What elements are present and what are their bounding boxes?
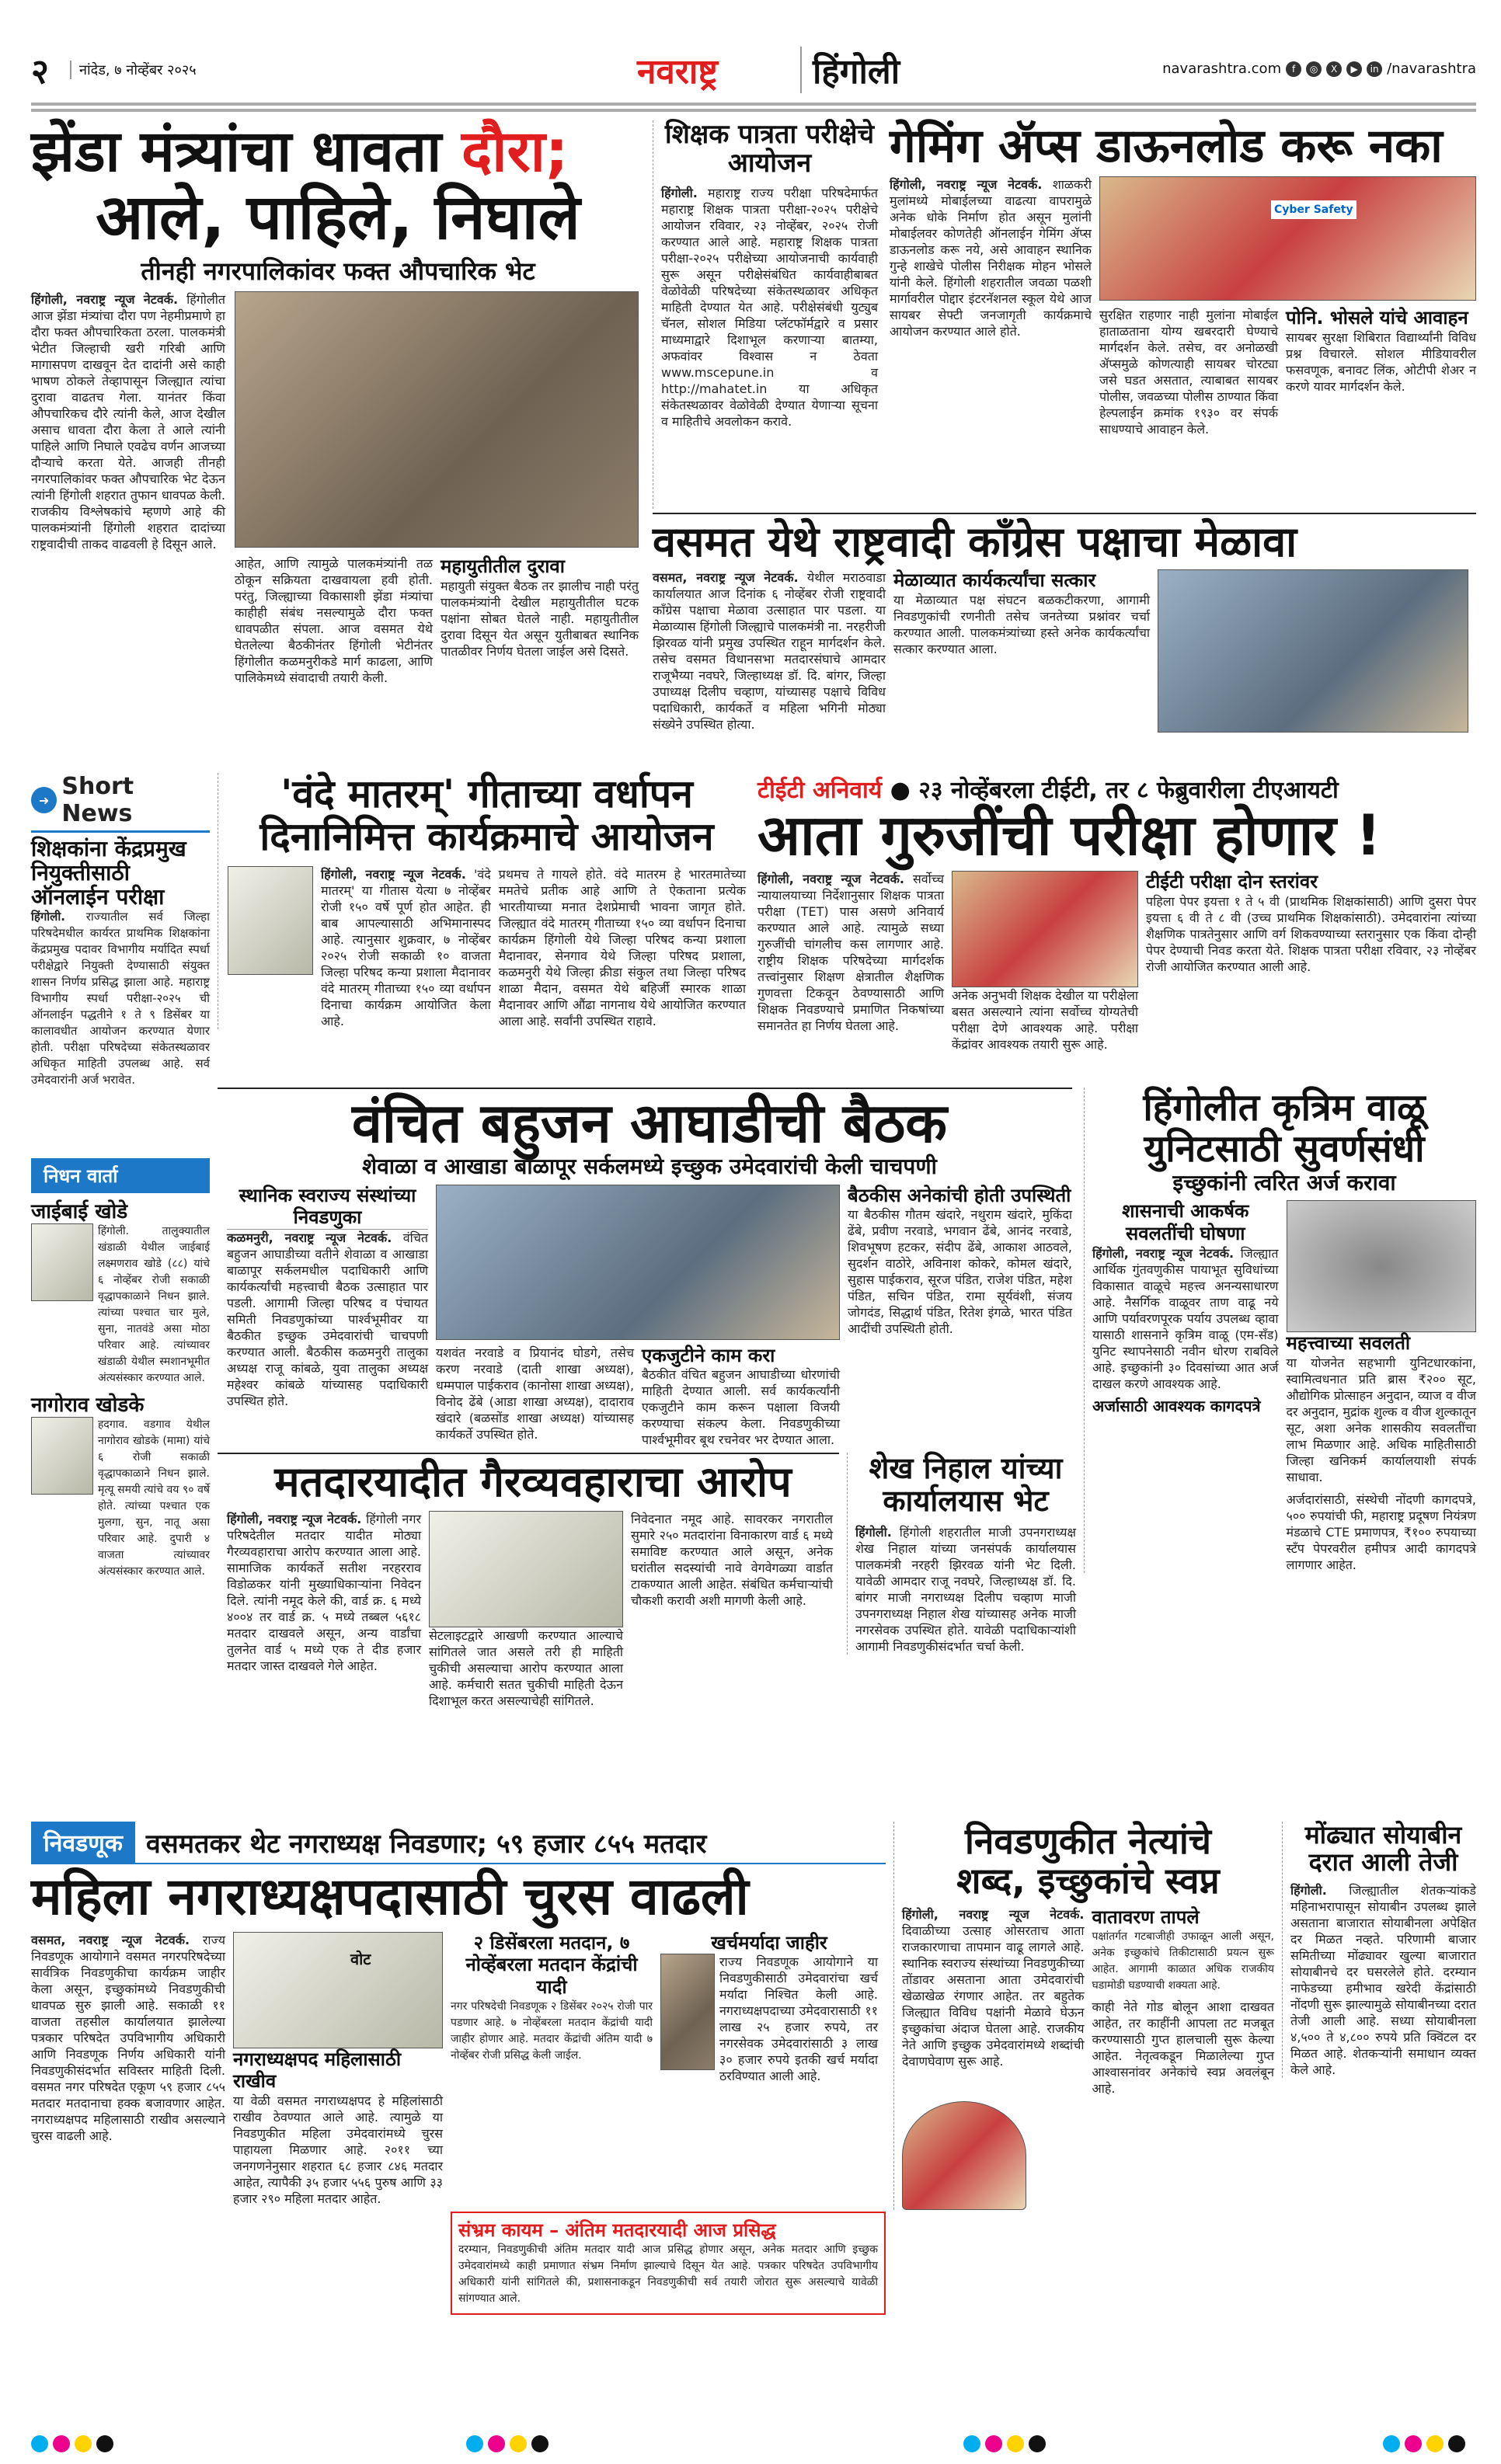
body-text-col2: आहेत, आणि त्यामुळे पालकमंत्र्यांनी तळ ठोकून सक्रियता दाखवायला हवी होती. परंतु, जिल्ह्याच्या विकासाशी झेंडा मंत्र्यांचा काहीही संबंध नसल्यामुळे दौरा फक्त धावपळीत संपला. आज वसमत येथे घेतलेल्या बैठकीनंतर हिंगोली भेटीनंतर हिंगोलीत कळमनुरीकडे मार्ग काढला, आणि पालिकेमध्ये संवादाची तयारी केली. [235,555,433,685]
body-text-col2: यशवंत नरवाडे व प्रियानंद घोडगे, तसेच करण नरवाडे (दाती शाखा अध्यक्ष), धम्मपाल पाईकराव (कानोसा शाखा अध्यक्ष), विनोद ढेंबे (आडा शाखा अध्यक्ष), दादाराव खंदारे (बळसोंड शाखा अध्यक्ष) यांच्यासह कार्यकर्ते उपस्थित होते. [436,1345,635,1442]
article-body [31,1932,225,2208]
headline: शेख निहाल यांच्या कार्यालयास भेट [869,1451,1063,1518]
banner-headline: वसमतकर थेट नगराध्यक्ष निवडणार; ५९ हजार ८५५ मतदार [145,1828,707,1860]
yellow-dot [510,2435,527,2452]
article-tet-mandatory [757,773,1476,1053]
short-news-label: Short News [61,773,134,827]
byline: हिंगोली, नवराष्ट्र न्यूज नेटवर्क. [902,1907,1085,1923]
edition-name: हिंगोली [800,47,900,93]
body-text-col4: राज्य निवडणूक आयोगाने या निवडणुकीसाठी उमेदवारांचा खर्च मर्यादा निश्चित केली आहे. नगराध्यक्षपदाच्या उमेदवारासाठी ११ लाख २५ हजार रुपये, तर नगरसेवक उमेदवारांसाठी ३ लाख ३० हजार रुपये इतकी खर्च मर्यादा ठरविण्यात आली आहे. [719,1954,878,2084]
body-text-col3: पहिला पेपर इयत्ता १ ते ५ वी (प्राथमिक शिक्षकांसाठी) आणि दुसरा पेपर इयत्ता ६ वी ते ८ वी (उच्च प्राथमिक शिक्षकांसाठी). उमेदवारांना त्यांच्या शैक्षणिक पात्रतेनुसार आणि वर्ग शिकवण्याच्या स्तरानुसार एक किंवा दोन्ही पेपर देण्याची निवड करता येते. शिक्षक पात्रता परीक्षा रविवार, २३ नोव्हेंबर रोजी आयोजित करण्यात आली आहे. [1146,893,1476,974]
subheading: मेळाव्यात कार्यकर्त्यांचा सत्कार [893,569,1096,592]
header-rule [31,103,1476,112]
body-text-col3: अर्जदारांसाठी, संस्थेची नोंदणी कागदपत्रे, ५०० रुपयांची फी, महाराष्ट्र प्रदूषण नियंत्रण मंडळाचे CTE प्रमाणपत्र, ₹१०० रुपयाच्या स्टँप पेपरवरील हमीपत्र आदी कागदपत्रे लागणार आहेत. [1286,1491,1476,1572]
cyber-safety-photo [1099,176,1476,301]
body-text: 'वंदे मातरम्' या गीतास येत्या ७ नोव्हेंबर रोजी १५० वर्षे पूर्ण होत आहेत. ही बाब आपल्यासाठी अभिमानास्पद आहे. त्यानुसार शुक्रवार, ७ नोव्हेंबर २०२५ रोजी सकाळी १० वाजता जिल्हा परिषद कन्या प्रशाला मैदानावर वंदे मातरम् गीताच्या १५० व्या वर्धापन दिनाचा कार्यक्रम आयोजित केला आहे. [321,867,491,1028]
headline: मोंढ्यात सोयाबीन दरात आली तेजी [1304,1820,1462,1878]
headline-line2: दिनानिमित्त कार्यक्रमाचे आयोजन [259,814,714,859]
article-artificial-sand [1084,1088,1476,1573]
article-ncp-rally [653,513,1476,733]
article-mayor-election [31,1822,886,2315]
headline-line2: शब्द, इच्छुकांचे स्वप्न [956,1859,1220,1902]
subheading: २ डिसेंबरला मतदान, ७ नोव्हेंबरला मतदान केंद्रांची यादी [465,1931,638,1999]
byline: वसमत, नवराष्ट्र न्यूज नेटवर्क. [653,570,799,586]
obituary-name-1: जाईबाई खोडे [31,1200,128,1224]
black-dot [1029,2435,1046,2452]
article-vanchit-meeting [218,1088,1072,1448]
body-text: हिंगोली नगर परिषदेतील मतदार यादीत मोठ्या गैरव्यवहाराचा आरोप करण्यात आला आहे. सामाजिक कार्यकर्ते सतीश नरहरराव विडोळकर यांनी मुख्याधिकाऱ्यांना निवेदन दिले. त्यांनी नमूद केले की, वार्ड क्र. ६ मध्ये ४००४ तर वार्ड क्र. ५ मध्ये तब्बल ५६१८ मतदार दाखवले असून, अन्य वार्डांचा तुलनेत वार्ड ५ मध्ये एक ते दीड हजार मतदार जास्त दाखवले गेले आहेत. [227,1512,421,1674]
headline: हिंगोलीत कृत्रिम वाळू [1143,1086,1426,1129]
arrow-icon: ➜ [31,787,57,813]
brand-logo: नवराष्ट्र [637,52,718,92]
article-vande-mataram [218,773,746,1029]
body-text: शाळकरी मुलांमध्ये मोबाईलच्या वाढत्या वापरामुळे अनेक धोके निर्माण होत असून मुलांनी मोबाईलवर कोणतेही ऑनलाईन गेमिंग ॲप्स डाऊनलोड करू नये, असे आवाहन स्थानिक गुन्हे शाखेचे पोलीस निरीक्षक मोहन भोसले यांनी केले. हिंगोली शहरातील जवळा पळशी मार्गावरील पोद्दार इंटरनॅशनल स्कूल येथे आज सायबर सेफ्टी जनजागृती कार्यक्रमाचे आयोजन करण्यात आले होते. [890,177,1092,339]
color-registration-marks [1383,2435,1465,2452]
subheading: शासनाची आकर्षक सवलतींची घोषणा [1122,1200,1249,1244]
headline [31,120,645,183]
headline: मतदारयादीत गैरव्यवहाराचा आरोप [274,1457,792,1506]
election-cartoon [233,1932,443,2048]
byline: कळमनुरी, नवराष्ट्र न्यूज नेटवर्क. [227,1230,392,1246]
black-dot [96,2435,113,2452]
article-body [902,1906,1085,2097]
article-body [757,871,944,1053]
color-registration-marks [963,2435,1046,2452]
black-dot [531,2435,549,2452]
body-text-col2: या योजनेत सहभागी युनिटधारकांना, स्वामित्वधनात प्रति ब्रास ₹२०० सूट, औद्योगिक प्रोत्साहन अनुदान, व्याज व वीज दर अनुदान, मुद्रांक शुल्क व वीज शुल्कातून सूट, अशा अनेक शासकीय सवलतींचा लाभ मिळणार आहे. अधिक माहितीसाठी जिल्हा खनिकर्म कार्यालयाशी संपर्क साधावा. [1286,1355,1476,1484]
portrait-photo [31,1223,93,1301]
body-text-col3: निवेदनात नमूद आहे. सावरकर नगरातील सुमारे २५० मतदारांना विनाकारण वार्ड ६ मध्ये समाविष्ट करण्यात आले असून, अनेक घरांतील सदस्यांची नावे वेगवेगळ्या वार्डात टाकण्यात आली आहेत. संबंधित कर्मचाऱ्यांची चौकशी करावी अशी मागणी केली आहे. [631,1512,833,1609]
article-body [227,1511,421,1709]
byline: हिंगोली, नवराष्ट्र न्यूज नेटवर्क. [321,867,466,882]
deck: शेवाळा व आखाडा बाळापूर सर्कलमध्ये इच्छुक उमेदवारांची केली चाचपणी [362,1154,937,1179]
headline: 'वंदे मातरम्' गीताच्या वर्धापन [280,771,693,816]
subheading: महत्त्वाच्या सवलती [1286,1332,1411,1355]
rally-photo [1158,569,1468,733]
yellow-dot [1007,2435,1024,2452]
body-text-col2: या वेळी वसमत नगराध्यक्षपद हे महिलांसाठी राखीव ठेवण्यात आले आहे. त्यामुळे या निवडणुकीत महिला उमेदवारांमध्ये चुरस पाहायला मिळणार आहे. २०११ च्या जनगणनेनुसार शहरात ६८ हजार ८४६ मतदार आहेत, त्यापैकी ३५ हजार ५५६ पुरुष आणि ३३ हजार २९० महिला मतदार आहेत. [233,2093,443,2207]
article-office-visit [847,1453,1076,1655]
subheading: महायुतीतील दुरावा [441,555,565,577]
headline: आता गुरुजींची परीक्षा होणार ! [757,802,1381,868]
body-text-col2: सुरक्षित राहणार नाही मुलांना मोबाईल हाताळताना योग्य खबरदारी घेण्याचे मार्गदर्शन केले. तसेच, वर अनोळखी ॲप्समुळे कोणत्याही सायबर चोरट्या जसे घडत असतात, त्याबाबत सायबर पोलीस, जवळच्या पोलीस ठाण्यात किंवा हेल्पलाईन क्रमांक १९३० वर संपर्क साधण्याचे आवाहन केले. [1099,308,1278,437]
cyan-dot [466,2435,483,2452]
yellow-dot [75,2435,92,2452]
body-text: राज्यातील सर्व जिल्हा परिषदेमधील कार्यरत प्राथमिक शिक्षकांना केंद्रप्रमुख पदावर विभागीय मर्यादित स्पर्धा परीक्षेद्वारे नियुक्ती देण्यासाठी संयुक्त शासन निर्णय प्रसिद्ध झाला आहे. महाराष्ट्र विभागीय स्पर्धा परीक्षा-२०२५ ची ऑनलाईन पद्धतीने १ ते ९ डिसेंबर या कालावधीत आयोजन करण्यात येणार होती. परीक्षा परिषदेच्या संकेतस्थळावर अधिकृत माहिती उपलब्ध आहे. सर्व उमेदवारांनी अर्ज भरावेत. [31,910,210,1088]
headline-part: झेंडा मंत्र्यांचा धावता [31,118,461,185]
body-text: हिंगोलीत आज झेंडा मंत्र्यांचा दौरा पण नेहमीप्रमाणे हा दौरा फक्त औपचारिकता ठरला. पालकमंत्री भेटीत जिल्हाची खरी गरिबी आणि मागासपण दाखवून देत दादांनी असे काही भाषण ठोकले तेव्हापासून जिल्ह्यात त्यांचा दुरावा वाढतच गेला. यानंतर किंवा औपचारिकच दौरे त्यांनी केले, आज देखील असाच धावता दौरा केला ते आले त्यांनी पाहिले आणि निघाले एवढेच वर्णन आजच्या दौऱ्याचे करता येते. आजही तीनही नगरपालिकांवर फक्त औपचारिक भेट देऊन त्यांनी हिंगोली शहरात तुफान धावपळ केली. राजकीय विश्लेषकांचे म्हणणे आहे की पालकमंत्र्यांनी हिंगोली शहरात दादांच्या राष्ट्रवादीची ताकद वाढवली हे दिसून आले. [31,291,225,552]
obituary-name-2: नागोराव खोडके [31,1393,145,1417]
body-text-col2: अनेक अनुभवी शिक्षक देखील या परीक्षेला बसत असल्याने त्यांना सर्वोच्च योग्यतेची परीक्षा देणे आवश्यक आहे. परीक्षा केंद्रांवर आवश्यक तयारी सुरू आहे. [952,988,1138,1053]
article-tet-exam [653,120,878,509]
magenta-dot [488,2435,505,2452]
byline: हिंगोली. [661,185,698,200]
portrait-photo [31,1417,93,1495]
obituary-banner: निधन वार्ता [31,1158,210,1193]
info-box-title: संभ्रम कायम – अंतिम मतदारयादी आज प्रसिद्ध [458,2219,776,2242]
body-text: जिल्ह्यात आर्थिक गुंतवणुकीस पायाभूत सुविधांच्या विकासात वाळूचे महत्त्व अनन्यसाधारण आहे. नैसर्गिक वाळूवर ताण वाढू नये आणि पर्यावरणपूरक पर्याय उपलब्ध व्हावा यासाठी शासनाने कृत्रिम वाळू (एम-सँड) युनिट स्थापनेसाठी नवीन धोरण राबविले आहे. इच्छुकांनी ३० दिवसांच्या आत अर्ज दाखल करणे आवश्यक आहे. [1092,1245,1279,1391]
body-text-col4: या बैठकीस गौतम खंदारे, नथुराम खंदारे, मुकिंदा ढेंबे, प्रवीण नरवाडे, भगवान ढेंबे, आनंद नरवाडे, शिवभूषण हटकर, संदीप ढेंबे, आकाश आठवले, सुदर्शन वाठोरे, अविनाश कोकरे, कोमल खंदारे, सुहास पाईकराव, सूरज पंडित, राजेश पंडित, महेश पंडित, सचिन पंडित, रामा सूर्यवंशी, संजय जोगदंड, सिद्धार्थ पंडित, रितेश इंगळे, भारत पंडित आदींची उपस्थिती होती. [848,1207,1072,1337]
headline: निवडणुकीत नेत्यांचे [964,1820,1212,1862]
obituary-body-1: हिंगोली. तालुक्यातील खंडाळी येथील जाईबाई लक्ष्मणराव खोडे (८८) यांचे ६ नोव्हेंबर रोजी सकाळी वृद्धापकाळाने निधन झाले. त्यांच्या पश्चात चार मुले, सुना, नातवंडे असा मोठा परिवार आहे. त्यांच्यावर खंडाळी येथील स्मशानभूमीत अंत्यसंस्कार करण्यात आले. [98,1224,210,1384]
facebook-icon[interactable]: f [1286,61,1301,77]
byline: हिंगोली. [31,910,65,924]
info-box [451,2212,886,2315]
meeting-photo [436,1185,840,1340]
leader-cartoon [902,2101,1026,2210]
headline-line2: आले, पाहिले, निघाले [96,181,580,254]
article-voter-list [218,1453,839,1709]
headline: गेमिंग ॲप्स डाऊनलोड करू नका [890,119,1443,173]
site-info [1162,61,1476,77]
page-number: २ [31,52,49,92]
byline: हिंगोली. [855,1524,892,1540]
magenta-dot [985,2435,1002,2452]
byline: हिंगोली, नवराष्ट्र न्यूज नेटवर्क. [757,872,904,887]
article-body [227,1230,428,1409]
x-icon[interactable]: X [1326,61,1342,77]
body-text: वंचित बहुजन आघाडीच्या वतीने शेवाळा व आखाडा बाळापूर सर्कलमधील पदाधिकारी आणि कार्यकर्त्यांची महत्त्वाची बैठक उत्साहात पार पडली. आगामी जिल्हा परिषद व पंचायत समिती निवडणुकांच्या पार्श्वभूमीवर या बैठकीत इच्छुक उमेदवारांची चाचपणी करण्यात आली. बैठकीस कळमनुरी तालुका अध्यक्ष राजू कांबळे, युवा तालुका अध्यक्ष महेश्वर कांबळे यांच्यासह पदाधिकारी उपस्थित होते. [227,1230,429,1409]
kicker-red: टीईटी अनिवार्य [757,777,883,804]
short-news-body [31,909,210,1088]
deck: इच्छुकांनी त्वरित अर्ज करावा [1172,1169,1396,1195]
kicker: ● २३ नोव्हेंबरला टीईटी, तर ८ फेब्रुवारीला टीएआयटी [890,777,1339,804]
subheading: खर्चमर्यादा जाहीर [711,1931,827,1954]
byline: वसमत, नवराष्ट्र न्यूज नेटवर्क. [31,1932,190,1947]
obituary-body-2: हदगाव. वडगाव येथील नागोराव खोडके (मामा) यांचे ६ रोजी सकाळी वृद्धापकाळाने निधन झाले. मृत्यू समयी त्यांचे वय ९० वर्षे होते. त्यांच्या पश्चात एक मुलगा, सुन, नातू असा परिवार आहे. दुपारी ४ वाजता त्यांच्यावर अंत्यसंस्कार करण्यात आले. [98,1418,210,1578]
body-text-col3: काही नेते गोड बोलून आशा दाखवत आहेत, तर काहींनी आपला तट मजबूत करण्यासाठी गुप्त हालचाली सुरू केल्या आहेत. नेतृत्वकडून मिळालेल्या गुप्त आश्वासनांवर अनेकांचे स्वप्न अवलंबून आहे. [1092,1999,1274,2096]
minister-meeting-photo [235,291,639,548]
masthead [31,47,1476,101]
article-body [31,291,225,686]
headline-line2: युनिटसाठी सुवर्णसंधी [1144,1126,1425,1171]
article-body [661,185,878,430]
article-soybean-price [1282,1822,1476,2078]
body-text-col3: महायुती संयुक्त बैठक तर झालीच नाही परंतु पालकमंत्र्यांनी देखील महायुतीतील घटक पक्षांना सोबत घेतले नाही. महायुतीतील दुरावा दिसून येत असून युतीबाबत स्थानिक पातळीवर निर्णय घेतला जाईल असे दिसते. [441,578,639,659]
color-registration-marks [466,2435,549,2452]
article-body [653,569,886,733]
headline-highlight: दौरा; [461,118,569,185]
yellow-dot [1426,2435,1444,2452]
body-text: दिवाळीच्या उत्साह ओसरताच आता राजकारणाचा तापमान वाढू लागले आहे. स्थानिक स्वराज्य संस्थांच्या निवडणुकीच्या तोंडावर असताना आता उमेदवारांची खेळाखेळ रंगणार आहेत. तर बहुतेक जिल्ह्यात विविध पक्षांनी मेळावे घेऊन इच्छुकांचा अंदाज घेतला आहे. राजकीय नेते आणि इच्छुक उमेदवारांमध्ये शब्दांची देवाणघेवाण सुरू आहे. [902,1923,1085,2069]
article-flag-minister [31,120,645,686]
article-gaming-apps [890,120,1476,437]
black-dot [1448,2435,1465,2452]
article-body [1092,1245,1279,1392]
magenta-dot [1405,2435,1422,2452]
social-handle[interactable]: /navarashtra [1387,61,1476,77]
body-text-col2: सेटलाइटद्वारे आखणी करण्यात आल्याचे सांगितले जात असले तरी ही माहिती चुकीची असल्याचा आरोप करण्यात आला आहे. कर्मचारी सतत चुकीची माहिती देऊन दिशाभूल करत असल्याचेही सांगितले. [429,1628,623,1709]
youtube-icon[interactable]: ▶ [1346,61,1362,77]
headline: महिला नगराध्यक्षपदासाठी चुरस वाढली [31,1867,749,1926]
body-text: येथील मराठवाडा कार्यालयात आज दिनांक ६ नोव्हेंबर रोजी राष्ट्रवादी काँग्रेस पक्षाचा मेळावा उत्साहात पार पडला. या मेळाव्यास हिंगोली जिल्ह्याचे पालकमंत्री ना. नरहरीजी झिरवळ यांनी प्रमुख उपस्थित राहून मार्गदर्शन केले. तसेच वसमत विधानसभा मतदारसंघाचे आमदार राजूभैय्या नवघरे, जिल्हाध्यक्ष डॉ. दि. बांगर, जिल्हा उपाध्यक्ष दिलीप चव्हाण, यांच्यासह पक्षाचे विविध पदाधिकारी, कार्यकर्ते व महिला भगिनी मोठ्या संख्येने उपस्थित होत्या. [653,570,886,733]
article-body [1290,1882,1476,2078]
magenta-dot [53,2435,70,2452]
body-text-col3: बैठकीत वंचित बहुजन आघाडीच्या धोरणांची माहिती देण्यात आली. सर्व कार्यकर्त्यांनी एकजुटीने काम करून पक्षाला विजयी करण्याचा संकल्प केला. निवडणुकीच्या पार्श्वभूमीवर बूथ रचनेवर भर देण्यात आला. [642,1367,841,1448]
section-banner: निवडणूक [31,1822,135,1863]
headline: शिक्षक पात्रता परीक्षेचे आयोजन [664,119,875,179]
info-box-body: दरम्यान, निवडणुकीची अंतिम मतदार यादी आज प्रसिद्ध होणार असून, अनेक मतदार आणि इच्छुक उमेदवारांमध्ये काही प्रमाणात संभ्रम निर्माण झाल्याचे दिसून येत आहे. पत्रकार परिषदेत उपविभागीय अधिकारी यांनी सांगितले की, प्रशासनाकडून निवडणुकीची सर्व तयारी जोरात सुरू असल्याचे यावेळी सांगण्यात आले. [458,2243,878,2305]
body-text-col3: नगर परिषदेची निवडणूक २ डिसेंबर २०२५ रोजी पार पडणार आहे. ७ नोव्हेंबरला मतदान केंद्रांची यादी जाहीर होणार आहे. मतदार केंद्रांची अंतिम यादी ७ नोव्हेंबर रोजी प्रसिद्ध केली जाईल. [451,1999,653,2062]
portrait-photo [228,866,313,975]
subheading: बैठकीस अनेकांची होती उपस्थिती [848,1184,1071,1206]
body-text: राज्य निवडणूक आयोगाने वसमत नगरपरिषदेच्या सार्वत्रिक निवडणुकीचा कार्यक्रम जाहीर केला असून, इच्छुकांमध्ये निवडणुकीची धावपळ सुरु झाली आहे. सकाळी ११ वाजता तहसील कार्यालयात झालेल्या पत्रकार परिषदेत उपविभागीय अधिकारी आणि निवडणूक निर्णय अधिकारी यांनी निवडणुकीसंदर्भात सविस्तर माहिती दिली. वसमत नगर परिषदेत एकूण ५९ हजार ८५५ मतदार मतदानाचा हक्क बजावणार आहेत. नगराध्यक्षपद महिलासाठी राखीव असल्याने चुरस वाढली आहे. [31,1932,225,2143]
issue-date: नांदेड, ७ नोव्हेंबर २०२५ [70,61,197,79]
sand-photo [1287,1200,1477,1332]
cartoon-text: वोट [350,1949,371,1968]
subheading: पोनि. भोसले यांचे आवाहन [1286,307,1468,329]
website-link[interactable]: navarashtra.com [1162,61,1282,77]
byline: हिंगोली. [1290,1883,1327,1898]
instagram-icon[interactable]: ◎ [1306,61,1322,77]
subheading: अर्जासाठी आवश्यक कागदपत्रे [1092,1396,1261,1415]
ink-finger-photo [660,1954,715,2070]
subheading: एकजुटीने काम करा [642,1344,775,1366]
linkedin-icon[interactable]: in [1367,61,1382,77]
subheading: वातावरण तापले [1092,1906,1200,1929]
subheading: टीईटी परीक्षा दोन स्तरांवर [1146,871,1318,893]
headline: वसमत येथे राष्ट्रवादी काँग्रेस पक्षाचा मेळावा [653,517,1297,566]
teacher-illustration [952,871,1138,987]
body-text-col2: प्रथमच ते गायले होते. वंदे मातरम हे भारतमातेच्या ममतेचे प्रतीक आहे आणि ते ऐकताना प्रत्येक भारतीयाच्या मनात देशप्रेमाची भावना जागृत होते. जिल्ह्यात वंदे मातरम् गीताच्या १५० व्या वर्धापन दिनाचा कार्यक्रम हिंगोली येथे जिल्हा परिषद कन्या प्रशाला मैदानावर, सेनगाव येथे जिल्हा परिषद प्रशाला, कळमनुरी येथे जिल्हा क्रीडा संकुल तथा जिल्हा परिषद शाळा मैदान, वसमत येथे बहिर्जी स्मारक शाळा मैदानावर आणि औंढा नागनाथ येथे आयोजित करण्यात आला आहे. सर्वांनी उपस्थित राहावे. [498,867,746,1028]
deck: तीनही नगरपालिकांवर फक्त औपचारिक भेट [141,256,535,287]
body-text: सर्वोच्च न्यायालयाच्या निर्देशानुसार शिक्षक पात्रता परीक्षा (TET) पास असणे अनिवार्य करण्यात आले आहे. त्यामुळे सध्या गुरुजींची चांगलीच कस लागणार आहे. राष्ट्रीय शिक्षक परिषदेच्या मार्गदर्शक तत्त्वांनुसार शिक्षण क्षेत्रातील शैक्षणिक गुणवत्ता टिकवून ठेवण्यासाठी आणि शिक्षक निवडण्याचे प्रमाणित निकषांच्या समानतेत हा निर्णय घेतला आहे. [757,872,944,1034]
article-body [855,1524,1076,1655]
body-text: हिंगोली शहरातील माजी उपनगराध्यक्ष शेख निहाल यांच्या जनसंपर्क कार्यालयास पालकमंत्री नरहरी झिरवळ यांनी भेट दिली. यावेळी आमदार राजू नवघरे, जिल्हाध्यक्ष डॉ. दि. बांगर माजी नगराध्यक्ष दिलीप चव्हाण माजी उपनगराध्यक्ष निहाल शेख यांच्यासह अनेक माजी नगरसेवक उपस्थित होते. यावेळी पदाधिकाऱ्यांशी आगामी निवडणुकीसंदर्भात चर्चा केली. [855,1524,1076,1654]
byline: हिंगोली, नवराष्ट्र न्यूज नेटवर्क. [1092,1245,1235,1261]
voting-machine-photo [429,1511,623,1627]
body-text-col2: पक्षांतर्गत गटबाजीही उफाळून आली असून, अनेक इच्छुकांचे तिकीटासाठी प्रयत्न सुरू आहेत. आगामी काळात अधिक राजकीय घडामोडी घडण्याची शक्यता आहे. [1092,1930,1274,1992]
cyan-dot [963,2435,980,2452]
cyan-dot [1383,2435,1400,2452]
article-body [321,866,491,1029]
subheading: नगराध्यक्षपद महिलासाठी राखीव [233,2048,402,2093]
body-text-col2: या मेळाव्यात पक्ष संघटन बळकटीकरणा, आगामी निवडणुकांची रणनीती तसेच जनतेच्या प्रश्नांवर चर्चा करण्यात आली. पालकमंत्र्यांच्या हस्ते अनेक कार्यकर्त्यांचा सत्कार करण्यात आला. [893,593,1150,657]
body-text: जिल्ह्यातील शेतकऱ्यांकडे महिनाभरापासून सोयाबीन उपलब्ध झाले असताना बाजारात सोयाबीनला अपेक्षित दर मिळत नव्हते. परिणामी बाजार समितीच्या मोंढ्यावर खुल्या बाजारात सोयाबीनचे दर घसरलेले होते. दरम्यान नाफेडच्या हमीभाव खरेदी केंद्रांसाठी नोंदणी सुरू झाल्यामुळे सोयाबीनच्या दरात तेजी आली आहे. सध्या सोयाबीनला ४,५०० ते ४,८०० रुपये प्रति क्विंटल दर मिळत आहे. शेतकऱ्यांनी समाधान व्यक्त केले आहे. [1290,1883,1476,2078]
subheading: स्थानिक स्वराज्य संस्थांच्या निवडणुका [227,1185,428,1230]
byline: हिंगोली, नवराष्ट्र न्यूज नेटवर्क. [890,177,1043,192]
color-registration-marks [31,2435,113,2452]
body-text-col3: सायबर सुरक्षा शिबिरात विद्यार्थ्यांनी विविध प्रश्न विचारले. सोशल मीडियावरील फसवणूक, बनावट लिंक, ओटीपी शेअर न करणे यावर मार्गदर्शन केले. [1286,329,1476,394]
photo-sign: Cyber Safety [1271,200,1356,219]
short-news-headline: शिक्षकांना केंद्रप्रमुख नियुक्तीसाठी ऑनलाईन परीक्षा [31,836,186,910]
byline: हिंगोली, नवराष्ट्र न्यूज नेटवर्क. [31,291,179,307]
short-news-column [31,773,210,1580]
byline: हिंगोली, नवराष्ट्र न्यूज नेटवर्क. [227,1512,362,1527]
article-leaders-promises [893,1822,1274,2210]
cyan-dot [31,2435,48,2452]
body-text: महाराष्ट्र राज्य परीक्षा परिषदेमार्फत महाराष्ट्र शिक्षक पात्रता परीक्षा-२०२५ परीक्षेचे आयोजन रविवार, २३ नोव्हेंबर, २०२५ रोजी करण्यात आले आहे. महाराष्ट्र शिक्षक पात्रता परीक्षा-२०२५ परीक्षेच्या आयोजनाची कार्यवाही सुरू असून परीक्षेसंबंधित कार्यवाहीबाबत वेळोवेळी परिषदेच्या संकेतस्थळावर अधिकृत माहिती देण्यात येत आहे. परीक्षेसंबंधी युट्युब चॅनल, सोशल मिडिया प्लॅटफॉर्मद्वारे व प्रसार माध्यमाद्वारे दिशाभूल करणाऱ्या बातम्या, अफवांवर विश्वास न ठेवता www.mscepune.in व http://mahatet.in या अधिकृत संकेतस्थळावर वेळोवेळी देण्यात येणाऱ्या सूचना व माहितीचे अवलोकन करावे. [661,185,878,429]
headline: वंचित बहुजन आघाडीची बैठक [351,1091,948,1155]
article-body [890,176,1092,437]
